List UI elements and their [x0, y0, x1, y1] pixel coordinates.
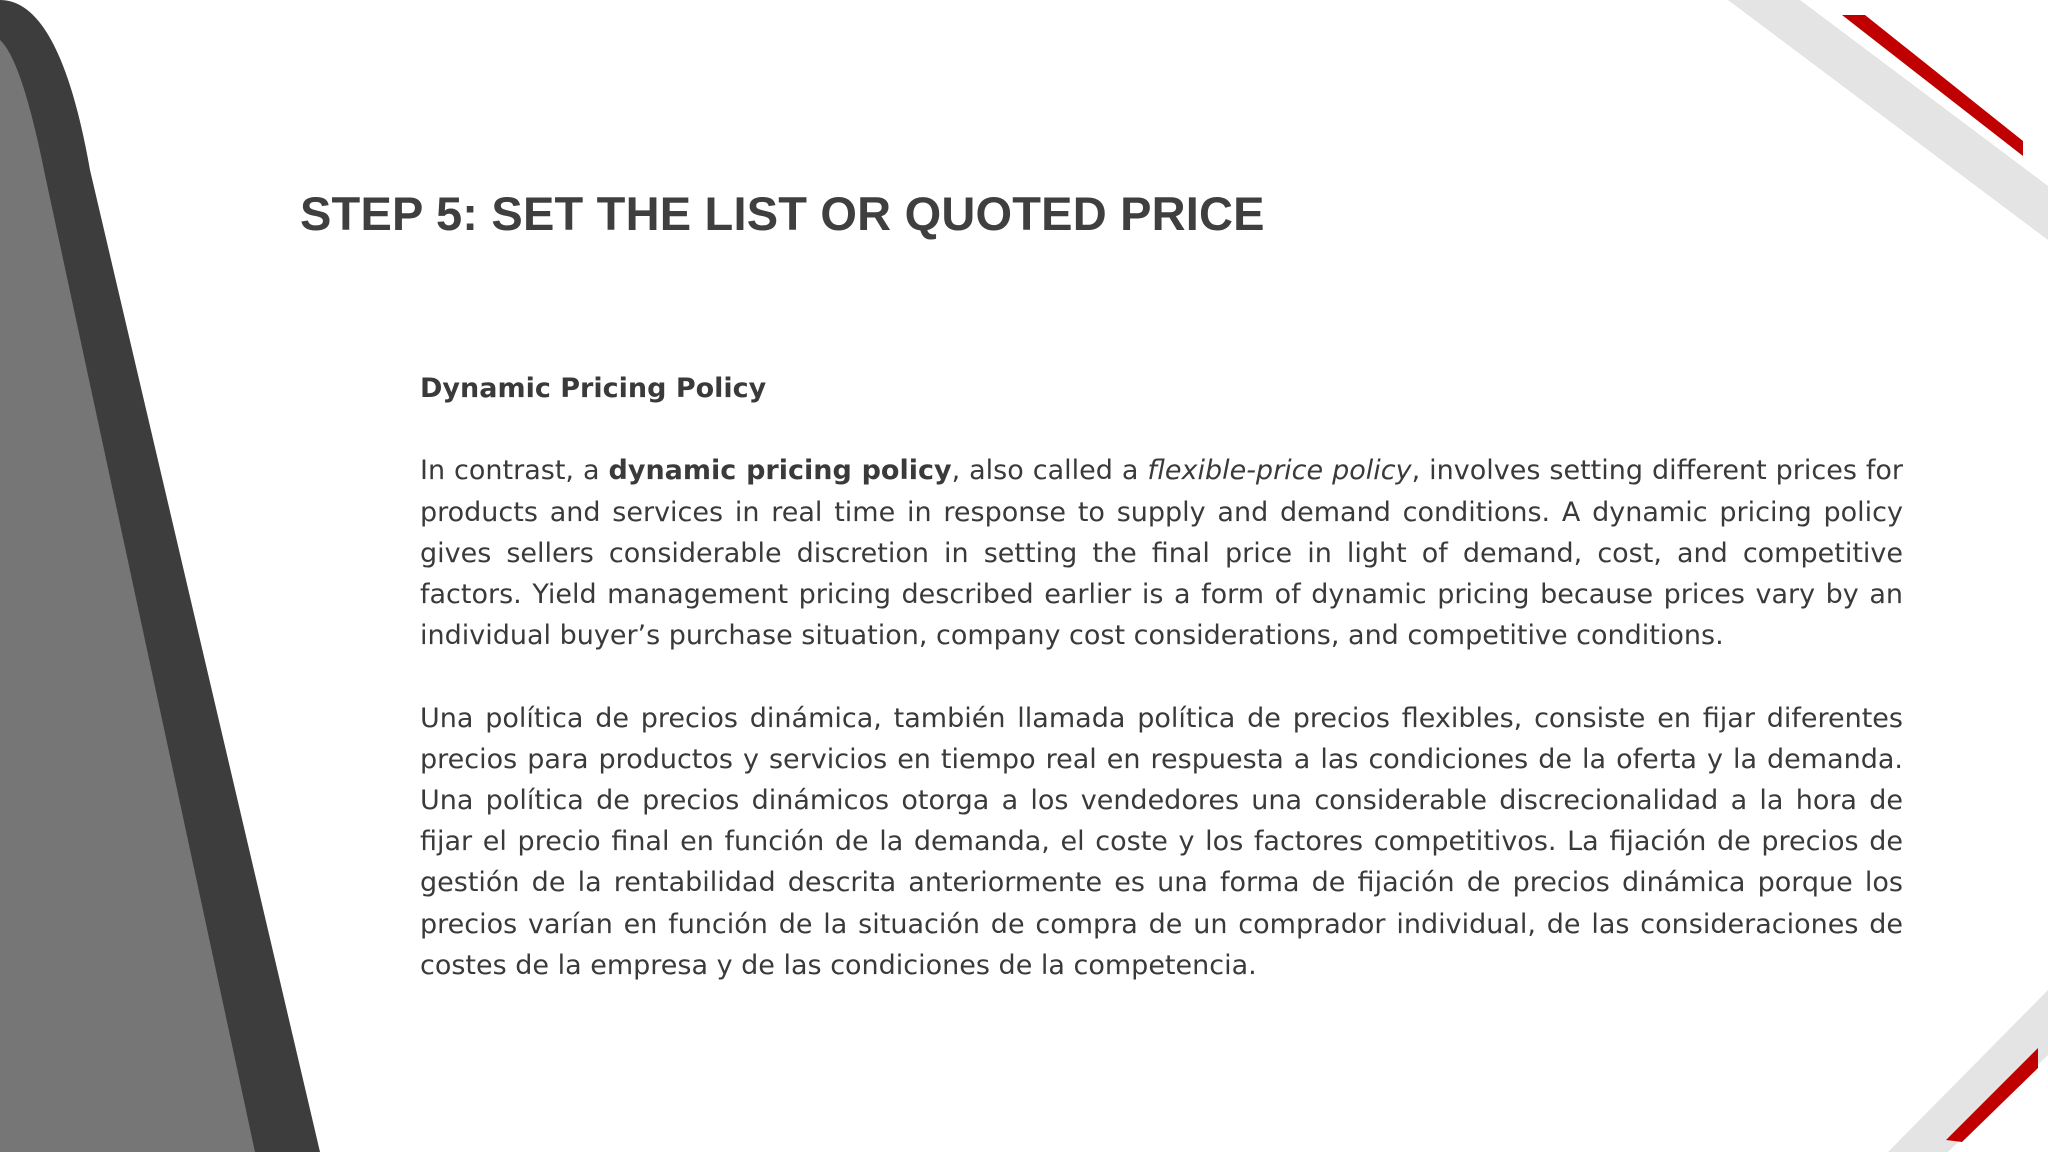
slide-body — [420, 368, 1903, 986]
section-subtitle: Dynamic Pricing Policy — [420, 373, 767, 404]
paragraph-spanish: Una política de precios dinámica, también llamada política de precios flexibles, consiste en fijar diferentes precios para productos y servicios en tiempo real en respuesta a las condiciones de la oferta y la demanda. Una política de precios dinámicos otorga a los vendedores una considerable discrecionalidad a la hora de fijar el precio final en función de la demanda, el coste y los factores competitivos. La fijación de precios de gestión de la rentabilidad descrita anteriormente es una forma de fijación de precios dinámica porque los precios varían en función de la situación de compra de un comprador individual, de las consideraciones de costes de la empresa y de las condiciones de la competencia. — [420, 702, 1903, 981]
paragraph-english-rest: , involves setting different prices for products and services in real time in response to supply and demand conditions. A dynamic pricing policy gives sellers considerable discretion in setting the final price in light of demand, cost, and competitive factors. Yield management pricing described earlier is a form of dynamic pricing because prices vary by an individual buyer’s purchase situation, company cost considerations, and competitive conditions. — [420, 455, 1904, 652]
paragraph-english — [420, 450, 1903, 656]
term-dynamic-pricing-policy: dynamic pricing policy — [608, 455, 952, 487]
term-flexible-price-policy: flexible-price policy — [1147, 455, 1412, 487]
slide-title: STEP 5: SET THE LIST OR QUOTED PRICE — [300, 187, 1265, 240]
paragraph-english-lead: In contrast, a — [420, 455, 609, 487]
paragraph-english-mid: , also called a — [951, 455, 1148, 487]
left-grey-band — [0, 40, 255, 1152]
